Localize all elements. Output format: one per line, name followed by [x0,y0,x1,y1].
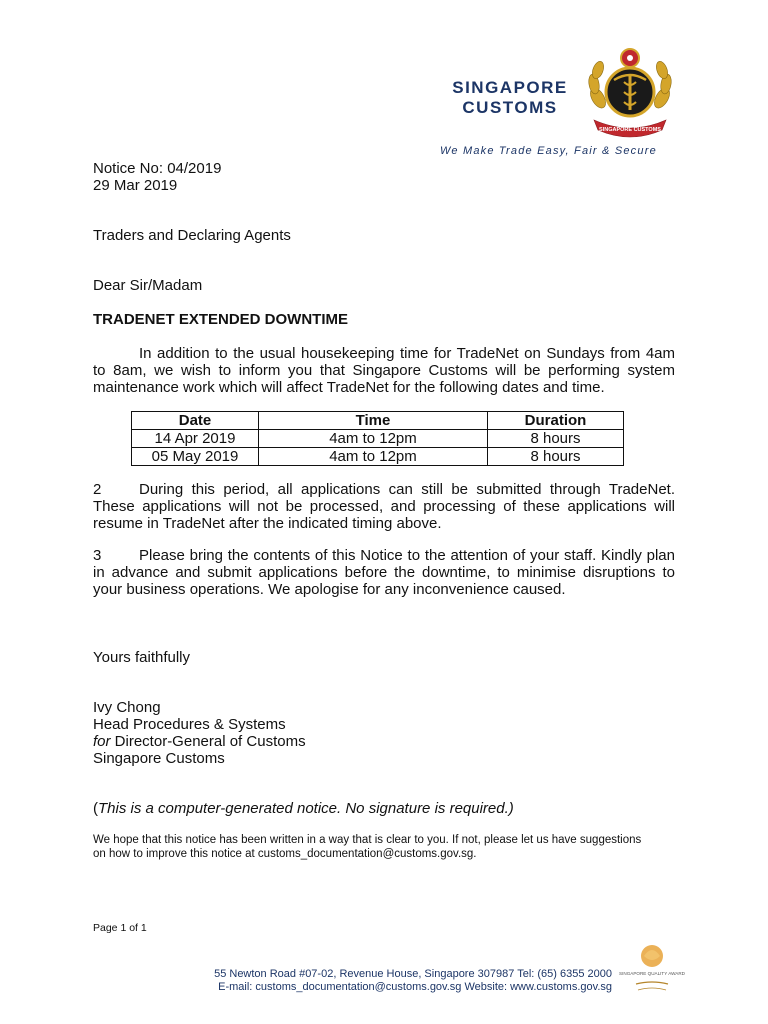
column-header-duration: Duration [488,412,624,430]
table-row [132,448,624,466]
notice-date: 29 Mar 2019 [93,177,178,194]
paragraph-2-number: 2 [93,481,102,498]
brand-line-2: CUSTOMS [462,98,558,117]
sign-off: Yours faithfully [93,649,191,666]
schedule-table [131,411,624,466]
table-header-row [132,412,624,430]
feedback-note: We hope that this notice has been written in a way that is clear to you. If not, please let us have suggestions on how to improve this notice at customs_documentation@customs.gov.sg. [93,834,642,860]
singapore-quality-award-logo-icon [619,942,685,1000]
for-word: for [93,733,111,750]
signatory-position: Head Procedures & Systems [93,716,286,733]
paragraph-2-text: During this period, all applications can still be submitted through TradeNet. These applications will not be processed, and processing of these applications will resume in TradeNet after the indicated timing above. [93,481,675,532]
brand-line-1: SINGAPORE [452,78,568,97]
disclaimer [93,800,514,817]
tagline: We Make Trade Easy, Fair & Secure [440,145,657,157]
paragraph-1: In addition to the usual housekeeping time for TradeNet on Sundays from 4am to 8am, we wish to inform you that Singapore Customs will be performing system maintenance work which will affect TradeNet for the following dates and time. [93,345,675,396]
cell-duration: 8 hours [488,430,624,448]
brand-name [430,78,590,118]
recipient: Traders and Declaring Agents [93,227,291,244]
paragraph-2 [93,481,675,532]
notice-title: TRADENET EXTENDED DOWNTIME [93,311,348,328]
page-number: Page 1 of 1 [93,922,147,934]
disclaimer-open: ( [93,800,98,817]
award-text: SINGAPORE QUALITY AWARD [619,971,685,976]
crest-ribbon-text: SINGAPORE CUSTOMS [599,127,661,133]
paragraph-3-number: 3 [93,547,102,564]
cell-time: 4am to 12pm [259,430,488,448]
salutation: Dear Sir/Madam [93,277,203,294]
paragraph-3-text: Please bring the contents of this Notice to the attention of your staff. Kindly plan in advance and submit applications before the downtime, to minimise disruptions to your business operations. We apologise for any inconvenience caused. [93,547,675,598]
signatory-for-line [93,733,306,750]
paragraph-3 [93,547,675,598]
footer-contact [150,968,612,994]
footer-address: 55 Newton Road #07-02, Revenue House, Singapore 307987 Tel: (65) 6355 2000 [214,968,612,980]
table-row [132,430,624,448]
for-text: Director-General of Customs [110,733,306,750]
cell-date: 05 May 2019 [132,448,259,466]
column-header-time: Time [259,412,488,430]
disclaimer-text: This is a computer-generated notice. No signature is required.) [98,800,514,817]
signatory-org: Singapore Customs [93,750,225,767]
singapore-customs-crest-icon [580,40,680,140]
cell-date: 14 Apr 2019 [132,430,259,448]
signatory-name: Ivy Chong [93,699,161,716]
footer-email-website: E-mail: customs_documentation@customs.gov.sg Website: www.customs.gov.sg [218,981,612,993]
cell-time: 4am to 12pm [259,448,488,466]
cell-duration: 8 hours [488,448,624,466]
notice-number: Notice No: 04/2019 [93,160,222,177]
column-header-date: Date [132,412,259,430]
